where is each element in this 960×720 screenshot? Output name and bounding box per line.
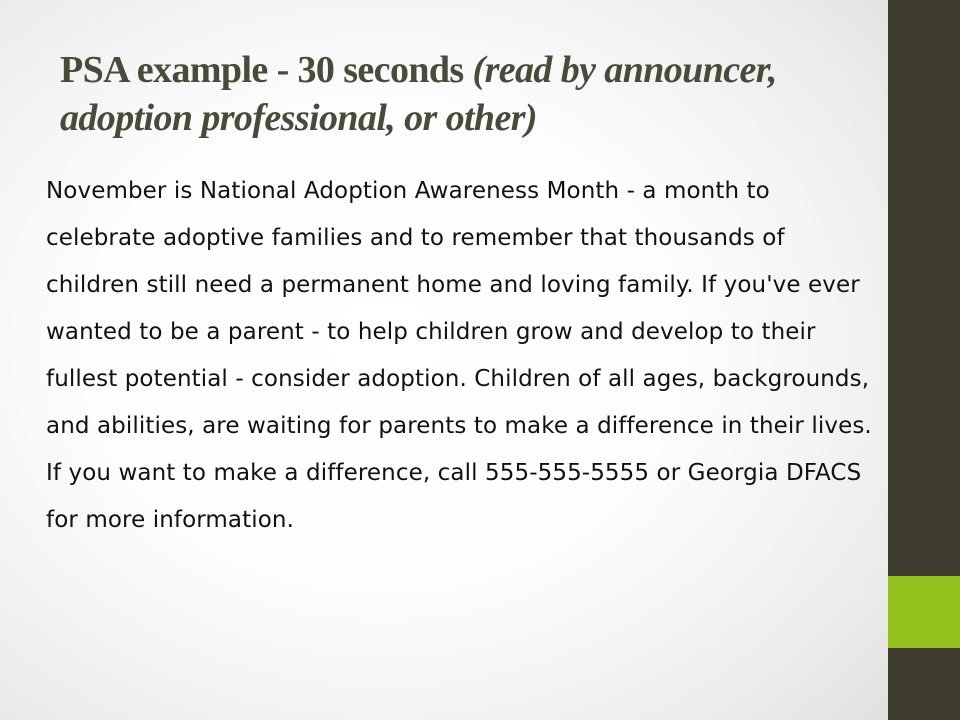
- title-italic: (read by announcer, adoption professional, or other): [60, 49, 777, 139]
- slide-title: [60, 46, 880, 142]
- body-text: November is National Adoption Awareness Month - a month to celebrate adoptive families and to remember that thousands of children still need a permanent home and loving family. If you've ever wanted to be a parent - to help children grow and develop to their fullest potential - consider adoption. Children of all ages, backgrounds, and abilities, are waiting for parents to make a difference in their lives. If you want to make a difference, call 555-555-5555 or Georgia DFACS for more information.: [46, 178, 872, 533]
- accent-block: [888, 576, 960, 648]
- title-main: PSA example - 30 seconds: [60, 49, 473, 91]
